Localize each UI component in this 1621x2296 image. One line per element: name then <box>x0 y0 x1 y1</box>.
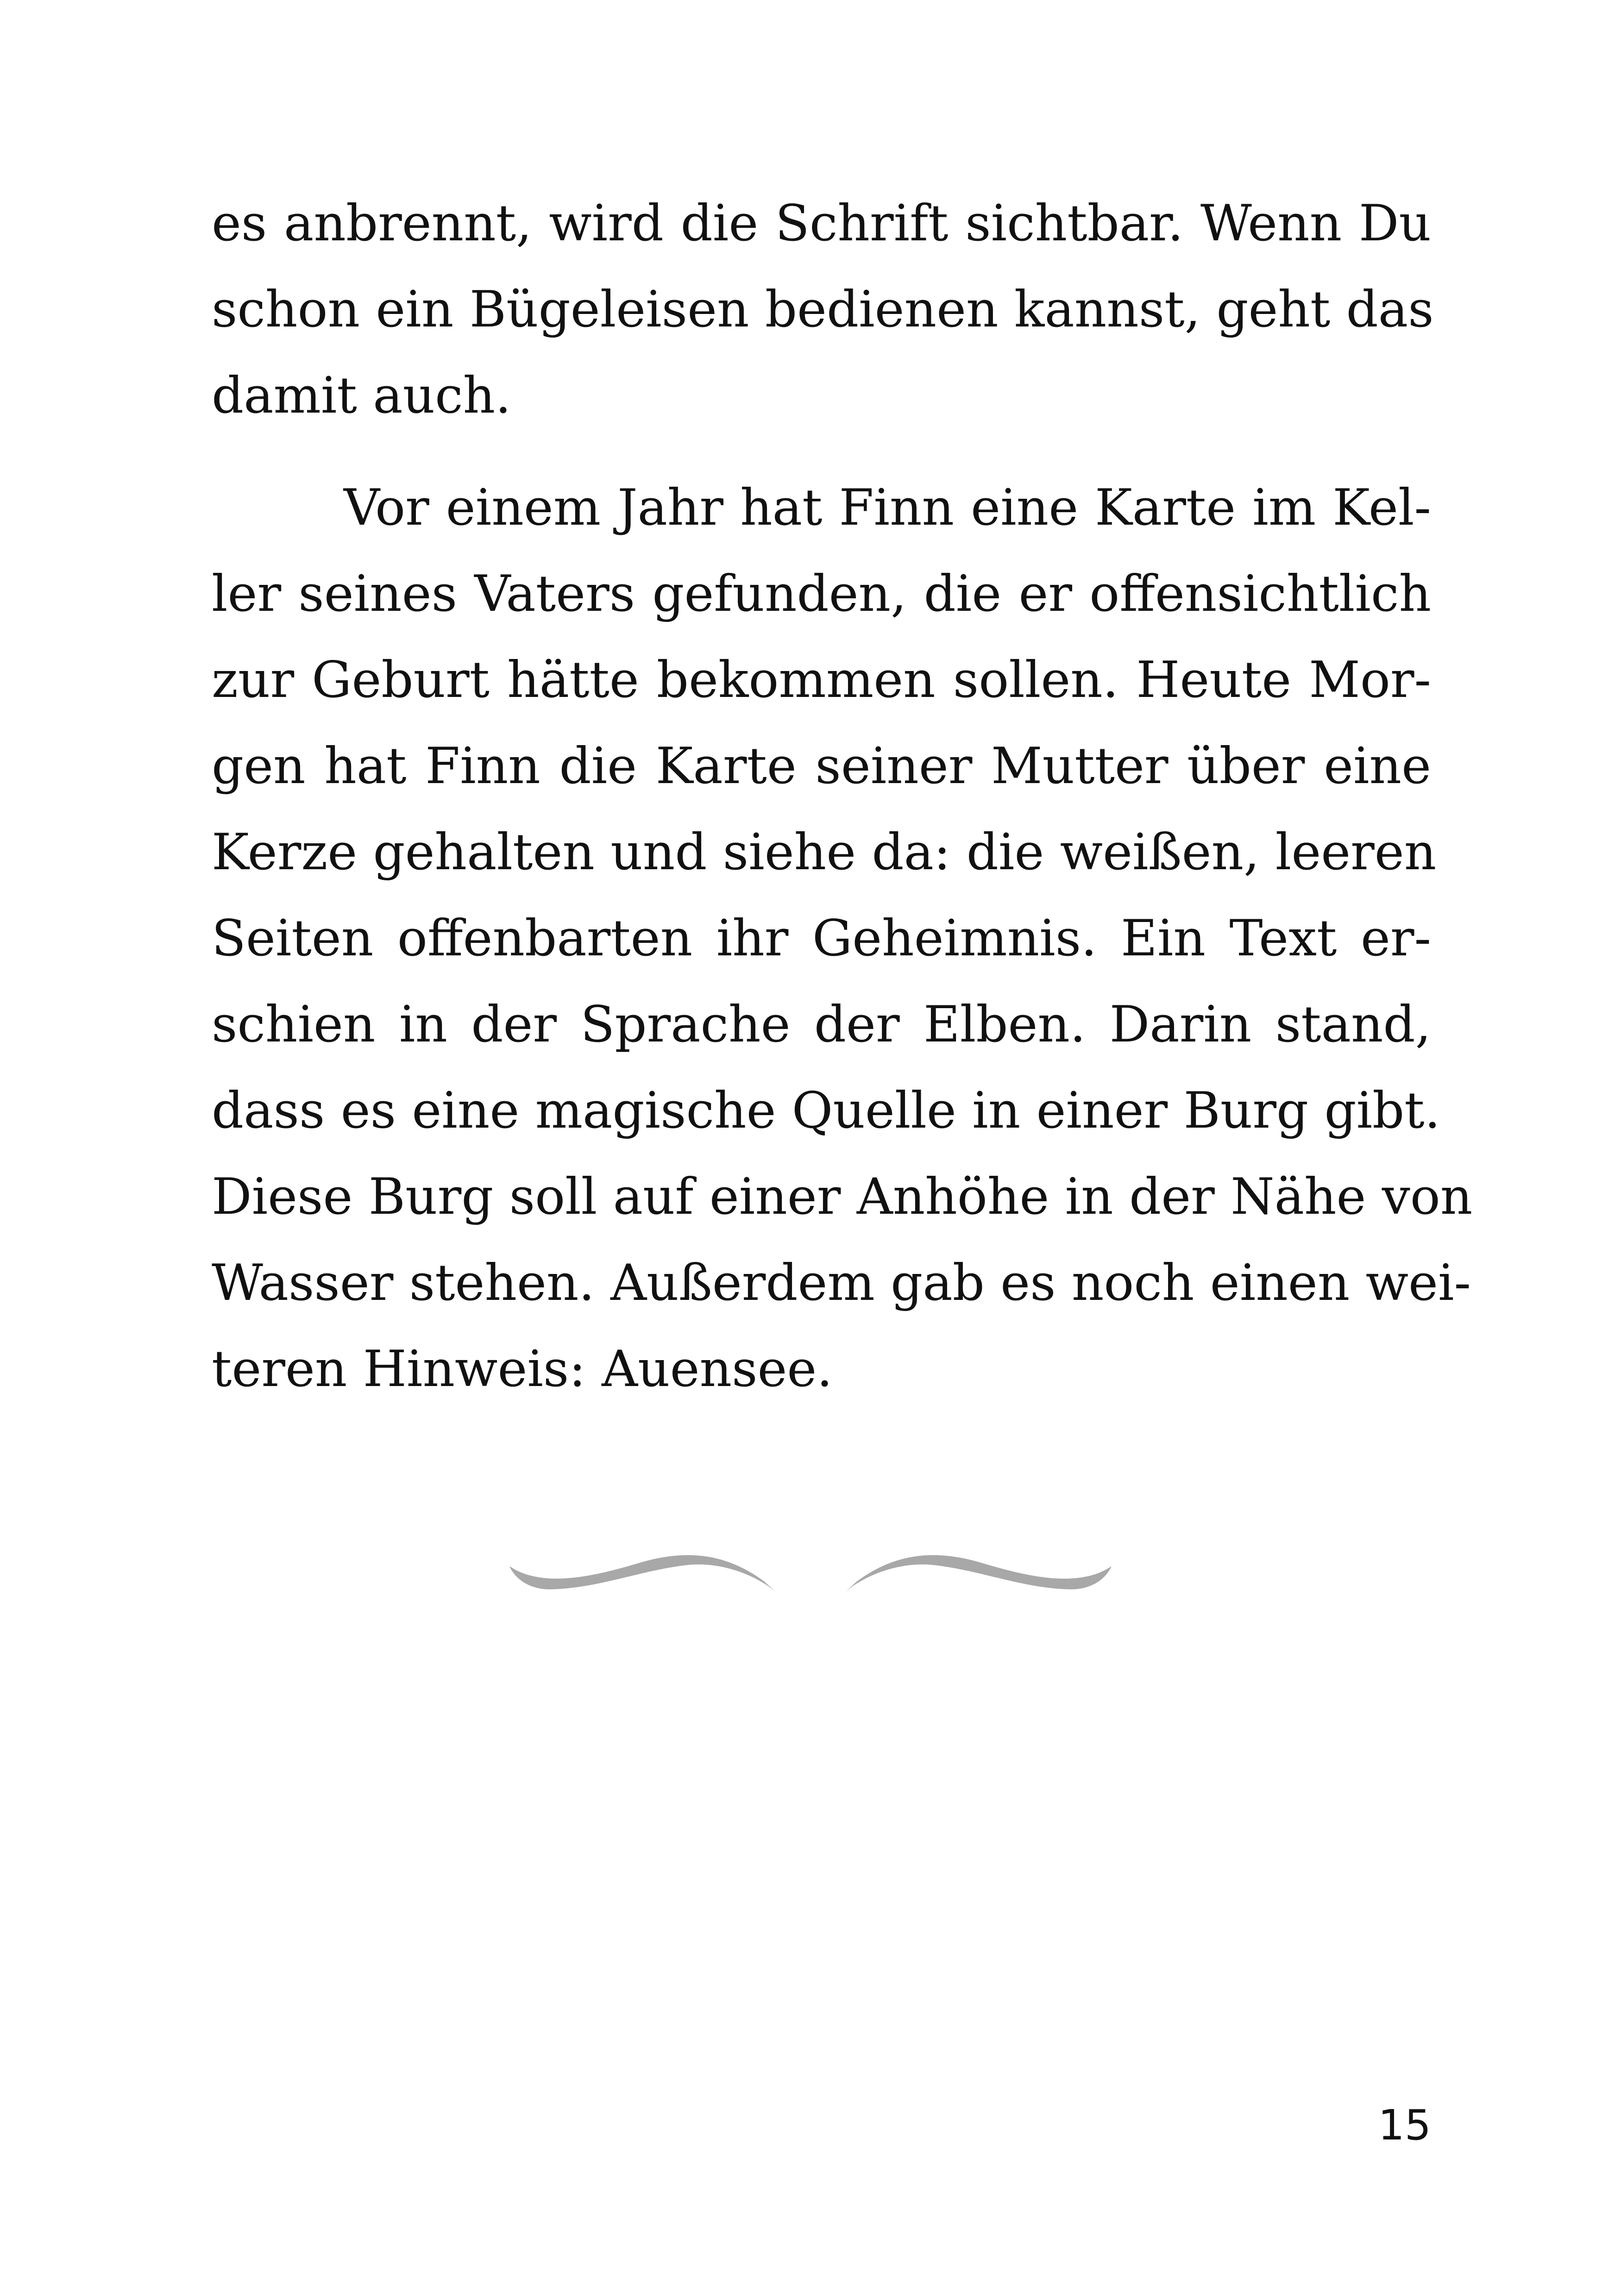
paragraph-gap <box>212 439 1431 465</box>
text-line: ler seines Vaters gefunden, die er offensichtlich <box>212 565 1431 623</box>
swash-right-icon <box>843 1555 1112 1594</box>
text-line: dass es eine magische Quelle in einer Burg gibt. <box>212 1082 1441 1140</box>
text-line: es anbrennt, wird die Schrift sichtbar. Wenn Du <box>212 194 1431 252</box>
text-line: Seiten offenbarten ihr Geheimnis. Ein Text er- <box>212 910 1431 967</box>
page-number: 15 <box>1378 2101 1431 2150</box>
text-line: Vor einem Jahr hat Finn eine Karte im Kel- <box>344 479 1431 537</box>
text-line: schien in der Sprache der Elben. Darin stand, <box>212 996 1431 1054</box>
text-line: schon ein Bügeleisen bedienen kannst, geht das <box>212 281 1434 339</box>
text-line: zur Geburt hätte bekommen sollen. Heute Mor- <box>212 651 1431 709</box>
text-line: Diese Burg soll auf einer Anhöhe in der Nähe von <box>212 1168 1473 1226</box>
text-line: damit auch. <box>212 367 511 425</box>
swash-left-icon <box>509 1555 778 1594</box>
text-line: Wasser stehen. Außerdem gab es noch einen wei- <box>212 1254 1471 1312</box>
text-line: gen hat Finn die Karte seiner Mutter über eine <box>212 737 1431 795</box>
text-line: Kerze gehalten und siehe da: die weißen, leeren <box>212 823 1437 881</box>
body-text <box>212 181 1473 1412</box>
text-line: teren Hinweis: Auensee. <box>212 1340 833 1398</box>
swash-divider-icon <box>500 1537 1121 1612</box>
